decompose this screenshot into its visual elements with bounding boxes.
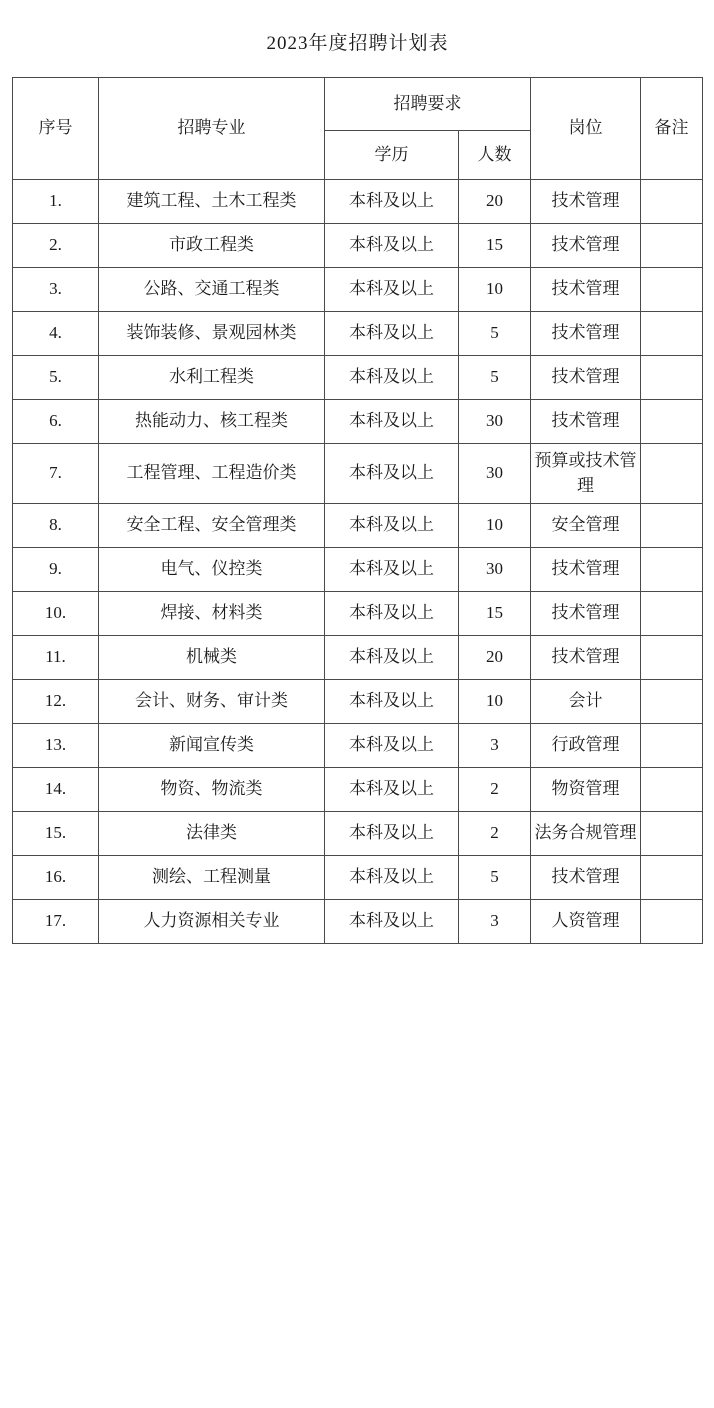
cell-major: 水利工程类 [99, 355, 325, 399]
cell-major: 物资、物流类 [99, 767, 325, 811]
cell-count: 3 [459, 899, 531, 943]
table-header-row-1 [13, 77, 703, 130]
cell-major: 公路、交通工程类 [99, 267, 325, 311]
cell-education: 本科及以上 [325, 767, 459, 811]
cell-note [641, 811, 703, 855]
cell-count: 5 [459, 355, 531, 399]
cell-major: 机械类 [99, 635, 325, 679]
cell-no: 8. [13, 503, 99, 547]
cell-education: 本科及以上 [325, 899, 459, 943]
header-education: 学历 [325, 130, 459, 179]
cell-count: 5 [459, 311, 531, 355]
cell-note [641, 399, 703, 443]
cell-education: 本科及以上 [325, 443, 459, 503]
cell-major: 建筑工程、土木工程类 [99, 179, 325, 223]
cell-education: 本科及以上 [325, 223, 459, 267]
header-note: 备注 [641, 77, 703, 179]
table-row [13, 443, 703, 503]
header-no: 序号 [13, 77, 99, 179]
cell-note [641, 547, 703, 591]
cell-count: 2 [459, 811, 531, 855]
cell-post: 法务合规管理 [531, 811, 641, 855]
cell-major: 安全工程、安全管理类 [99, 503, 325, 547]
cell-major: 市政工程类 [99, 223, 325, 267]
cell-no: 9. [13, 547, 99, 591]
header-major: 招聘专业 [99, 77, 325, 179]
cell-no: 1. [13, 179, 99, 223]
cell-no: 17. [13, 899, 99, 943]
cell-post: 技术管理 [531, 855, 641, 899]
cell-count: 30 [459, 547, 531, 591]
cell-major: 热能动力、核工程类 [99, 399, 325, 443]
cell-count: 20 [459, 635, 531, 679]
cell-post: 技术管理 [531, 399, 641, 443]
table-body [13, 179, 703, 943]
table-row [13, 899, 703, 943]
cell-post: 技术管理 [531, 179, 641, 223]
cell-post: 技术管理 [531, 591, 641, 635]
cell-major: 电气、仪控类 [99, 547, 325, 591]
cell-education: 本科及以上 [325, 179, 459, 223]
header-count: 人数 [459, 130, 531, 179]
cell-no: 3. [13, 267, 99, 311]
cell-education: 本科及以上 [325, 855, 459, 899]
cell-post: 物资管理 [531, 767, 641, 811]
cell-no: 10. [13, 591, 99, 635]
cell-education: 本科及以上 [325, 399, 459, 443]
recruitment-plan-table [12, 14, 703, 944]
cell-post: 技术管理 [531, 311, 641, 355]
cell-no: 13. [13, 723, 99, 767]
table-row [13, 503, 703, 547]
cell-major: 工程管理、工程造价类 [99, 443, 325, 503]
table-row [13, 811, 703, 855]
cell-post: 技术管理 [531, 355, 641, 399]
page-title: 2023年度招聘计划表 [13, 14, 703, 77]
cell-no: 16. [13, 855, 99, 899]
table-row [13, 547, 703, 591]
cell-major: 焊接、材料类 [99, 591, 325, 635]
cell-count: 20 [459, 179, 531, 223]
cell-count: 15 [459, 591, 531, 635]
cell-major: 人力资源相关专业 [99, 899, 325, 943]
cell-education: 本科及以上 [325, 591, 459, 635]
cell-no: 4. [13, 311, 99, 355]
cell-note [641, 179, 703, 223]
cell-note [641, 311, 703, 355]
cell-post: 预算或技术管理 [531, 443, 641, 503]
cell-no: 12. [13, 679, 99, 723]
table-row [13, 591, 703, 635]
cell-post: 技术管理 [531, 267, 641, 311]
cell-education: 本科及以上 [325, 723, 459, 767]
cell-education: 本科及以上 [325, 311, 459, 355]
cell-no: 7. [13, 443, 99, 503]
cell-no: 11. [13, 635, 99, 679]
table-row [13, 767, 703, 811]
cell-post: 会计 [531, 679, 641, 723]
cell-note [641, 679, 703, 723]
cell-count: 10 [459, 679, 531, 723]
cell-note [641, 591, 703, 635]
cell-no: 5. [13, 355, 99, 399]
table-row [13, 311, 703, 355]
cell-education: 本科及以上 [325, 811, 459, 855]
cell-major: 装饰装修、景观园林类 [99, 311, 325, 355]
cell-note [641, 767, 703, 811]
table-row [13, 223, 703, 267]
cell-no: 15. [13, 811, 99, 855]
cell-major: 测绘、工程测量 [99, 855, 325, 899]
table-row [13, 723, 703, 767]
cell-count: 3 [459, 723, 531, 767]
cell-no: 14. [13, 767, 99, 811]
cell-note [641, 723, 703, 767]
cell-post: 技术管理 [531, 635, 641, 679]
cell-post: 行政管理 [531, 723, 641, 767]
cell-education: 本科及以上 [325, 635, 459, 679]
table-title-row [13, 14, 703, 77]
cell-post: 人资管理 [531, 899, 641, 943]
cell-education: 本科及以上 [325, 267, 459, 311]
cell-count: 10 [459, 267, 531, 311]
cell-note [641, 855, 703, 899]
header-post: 岗位 [531, 77, 641, 179]
cell-note [641, 899, 703, 943]
cell-post: 技术管理 [531, 223, 641, 267]
cell-education: 本科及以上 [325, 503, 459, 547]
cell-count: 10 [459, 503, 531, 547]
cell-major: 会计、财务、审计类 [99, 679, 325, 723]
cell-education: 本科及以上 [325, 547, 459, 591]
table-row [13, 399, 703, 443]
cell-note [641, 267, 703, 311]
cell-note [641, 223, 703, 267]
cell-note [641, 355, 703, 399]
cell-education: 本科及以上 [325, 355, 459, 399]
cell-note [641, 443, 703, 503]
table-row [13, 635, 703, 679]
cell-count: 2 [459, 767, 531, 811]
cell-note [641, 503, 703, 547]
cell-major: 新闻宣传类 [99, 723, 325, 767]
cell-post: 安全管理 [531, 503, 641, 547]
header-requirement: 招聘要求 [325, 77, 531, 130]
cell-count: 5 [459, 855, 531, 899]
cell-post: 技术管理 [531, 547, 641, 591]
cell-note [641, 635, 703, 679]
cell-count: 30 [459, 443, 531, 503]
cell-major: 法律类 [99, 811, 325, 855]
table-row [13, 679, 703, 723]
cell-count: 15 [459, 223, 531, 267]
table-row [13, 855, 703, 899]
cell-count: 30 [459, 399, 531, 443]
cell-education: 本科及以上 [325, 679, 459, 723]
table-row [13, 267, 703, 311]
cell-no: 6. [13, 399, 99, 443]
table-row [13, 355, 703, 399]
table-row [13, 179, 703, 223]
cell-no: 2. [13, 223, 99, 267]
